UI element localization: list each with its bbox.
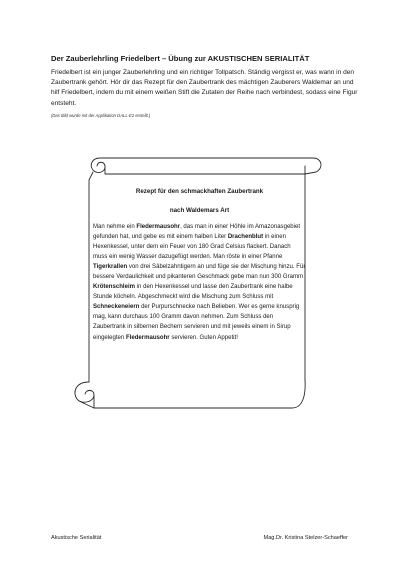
image-credit-note: (Das Bild wurde mit der Applikation DALL-E2 erstellt.) [51, 113, 151, 118]
scroll-bottom-edge [94, 380, 305, 408]
recipe-text: von drei Säbelzahntigern an und füge sie der Mischung hinzu. Für bessere Verdaulichkeit und pikanteren Geschmack gebe man nun 300 Gramm [93, 264, 306, 281]
scroll-top-edge [100, 158, 321, 174]
scroll-top-roll [91, 158, 105, 173]
recipe-text: in einen Hexenkessel, unter dem ein Feuer von 180 Grad Celsius flackert. Danach muss ein wenig Wasser dazugefügt werden. Man röste in einer Pfanne [93, 234, 291, 261]
ingredient-name: Fledermausohr [125, 334, 170, 341]
recipe-title: Rezept für den schmackhaften Zaubertrank [135, 188, 264, 195]
scroll-top-inner [105, 166, 305, 174]
recipe-subtitle: nach Waldemars Art [169, 207, 230, 214]
ingredient-name: Krötenschleim [93, 284, 136, 291]
recipe-text: der Purpurschnecke nach Belieben. Wer es gerne knusprig mag, kann durchaus 100 Gramm davon nehmen. Zum Schluss den Zaubertrank in silbernen Bechern servieren und mit jeweils einem in Sirup eingelegten [93, 304, 300, 341]
ingredient-name: Tigerkrallen [93, 264, 128, 271]
ingredient-name: Drachenblut [227, 234, 264, 241]
footer-author: Mag.Dr. Kristina Stelzer-Schaeffer [263, 535, 348, 541]
recipe-body [93, 222, 306, 343]
footer-course: Akustische Serialität [51, 535, 102, 541]
intro-paragraph: Friedelbert ist ein junger Zauberlehrling und ein richtiger Tollpatsch. Ständig vergisst er, was wann in den Zaubertrank gehört. Hör dir das Rezept für den Zaubertrank des mächtigen Zauberers Waldemar an und hilf Friedelbert, indem du mit einem weißen Stift die Zutaten der Reihe nach verbindest, sodass eine Figur entsteht. [51, 69, 358, 107]
ingredient-name: Schneckeneiern [93, 304, 140, 311]
recipe-text: , das man in einer Höhle im Amazonasgebiet gefunden hat, und gebe es mit einem halben Liter [93, 224, 301, 241]
recipe-text: Man nehme ein [93, 224, 137, 230]
page-title: Der Zauberlehrling Friedelbert – Übung zur AKUSTISCHEN SERIALITÄT [51, 54, 310, 63]
scroll-bottom-roll [75, 382, 94, 402]
recipe-text: in den Hexenkessel und lasse den Zaubertrank eine halbe Stunde köcheln. Abgeschmeckt wird die Mischung zum Schluss mit [93, 284, 293, 301]
recipe-text: servieren. Guten Appetit! [169, 334, 238, 341]
ingredient-name: Fledermausohr [136, 224, 181, 230]
